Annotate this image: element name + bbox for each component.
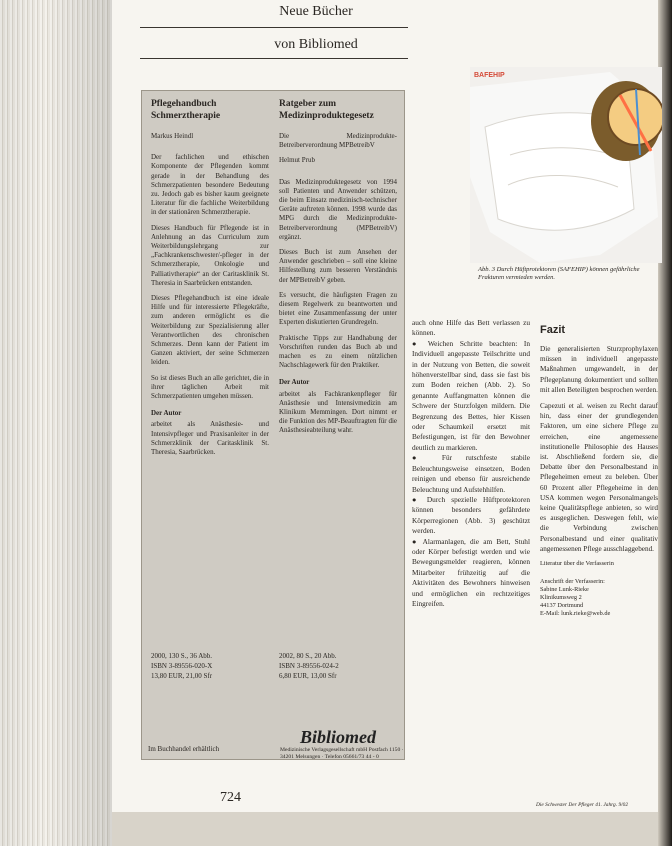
book-isbn: ISBN 3-89556-020-X	[151, 662, 213, 670]
book-subtitle: Die Medizinprodukte-Betreiberverordnung MPBetreibV	[279, 132, 397, 150]
literature-note: Literatur über die Verfasserin	[540, 560, 614, 568]
book-pages: 2002, 80 S., 20 Abb.	[279, 652, 337, 660]
photo-brand-label: BAFEHIP	[474, 72, 505, 79]
author-description: arbeitet als Anästhesie- und Intensivpfleger und Praxisanleiter in der Schmerzklinik der Caritasklinik St. Theresia, Saarbrücken.	[151, 420, 269, 457]
conclusion-title: Fazit	[540, 324, 566, 336]
author-email: E-Mail: lunk.rieke@web.de	[540, 610, 611, 618]
book-paragraph: Dieses Handbuch für Pflegende ist in Anlehnung an das Curriculum zum Weiterbildungslehrgang zur „Fachkrankenschwester/-pfleger in der Schmerztherapie, Onkologie und Palliativtherapie“ an der Caritasklinik St. Theresia in Saarbrücken entstanden.	[151, 223, 269, 287]
bibliographic-info	[151, 651, 269, 681]
book-title: Ratgeber zum Medizinproduktegesetz	[279, 99, 374, 121]
address-label: Anschrift der Verfasserin:	[540, 578, 605, 586]
header-rule-top	[140, 27, 408, 28]
book-pages: 2000, 130 S., 36 Abb.	[151, 652, 213, 660]
hip-protector-photo	[470, 67, 662, 263]
article-bullet: ● Durch spezielle Hüftprotektoren können besonders gefährdete Körperregionen (Abb. 3) geschützt werden.	[412, 494, 530, 536]
hip-protector-illustration	[470, 67, 662, 263]
author-name: Sabine Lunk-Rieke	[540, 586, 589, 594]
book-paragraph: Dieses Buch ist zum Ansehen der Anwender geschrieben – soll eine kleine Hilfestellung zum besseren Verständnis der MPBetreibV geben.	[279, 248, 397, 284]
publisher-logo: Bibliomed	[300, 727, 376, 747]
book-isbn: ISBN 3-89556-024-2	[279, 662, 339, 670]
book-paragraph: Es versucht, die häufigsten Fragen zu diesem Regelwerk zu beantworten und bietet eine Zusammenfassung der unter Experten diskutierten Grundregeln.	[279, 290, 397, 327]
book-price: 13,80 EUR, 21,00 Sfr	[151, 672, 213, 680]
author-city: 44137 Dortmund	[540, 602, 584, 610]
book-review-box	[141, 90, 405, 760]
section-subtitle: von Bibliomed	[274, 37, 358, 52]
publisher-address: Medizinische Verlagsgesellschaft mbH Postfach 1150 · 34201 Melsungen · Telefon 05661/73 44 - 0	[280, 747, 404, 760]
author-street: Klinikumsweg 2	[540, 594, 582, 602]
book-paragraph: Das Medizinproduktegesetz von 1994 soll Patienten und Anwender schützen, die beim Einsatz medizinisch-technischer Geräte auftreten können. 1998 wurde das MPG durch die Medizinprodukte-Betreiberverordnung (MPBetreibV) ergänzt.	[279, 177, 397, 241]
book-title: Pflegehandbuch Schmerztherapie	[151, 99, 221, 121]
journal-footer: Die Schwester Der Pfleger 41. Jahrg. 9/02	[536, 802, 629, 808]
book-paragraph: Dieses Pflegehandbuch ist eine ideale Hilfe und für interessierte Pflegekräfte, zum anderen ermöglicht es die Weiterbildung zur Spezialisierung aller Verantwortlichen des chronischen Schmerzes. Denn kann der Patient im Ganzen aktiviert, der seine Schmerzen leiden.	[151, 294, 269, 367]
conclusion-section	[540, 324, 658, 618]
conclusion-paragraph: Die generalisierten Sturzprophylaxen müssen in individuell angepasste Maßnahmen umgewandelt, in der Pflegeplanung dokumentiert und sollten mit allen Beteiligten besprochen werden.	[540, 345, 658, 394]
article-paragraph: auch ohne Hilfe das Bett verlassen zu können.	[412, 318, 530, 338]
page-edge-shadow	[0, 0, 112, 846]
author-contact	[540, 560, 658, 618]
figure-caption: Abb. 3 Durch Hüftprotektoren (SAFEHIP) können gefährliche Frakturen vermieden werden.	[478, 266, 640, 281]
book-bottom-edge	[112, 812, 672, 846]
article-bullet: ● Weichen Schritte beachten: In Individuell angepasste Teilschritte und in der Nutzung von Betten, die soweit höhenverstellbar sind, dass sie fast bis zum Boden reichen (Abb. 2). So genannte Auffangmatten können die Schwere der Sturzfolgen mildern. Die Begrenzung des Bettes, hier Kissen oder Schaumkeil ersetzt mit Befestigungen, ist für den Bewohner deutlich zu markieren.	[412, 338, 530, 452]
article-bullet: ● Alarmanlagen, die am Bett, Stuhl oder Körper befestigt werden und wie Bewegungsmelder reagieren, können Mitarbeiter frühzeitig auf die Aktivitäten des Bewohners hinweisen und ermöglichen ein rechtzeitiges Eingreifen.	[412, 536, 530, 608]
author-section-title: Der Autor	[279, 378, 310, 387]
book-paragraph: So ist dieses Buch an alle gerichtet, die in ihrer täglichen Arbeit mit Schmerzpatienten umgehen müssen.	[151, 373, 269, 401]
conclusion-paragraph: Capezuti et al. weisen zu Recht darauf hin, dass einer der grundlegenden Faktoren, um eine sichere Pflege zu erreichen, eine angemessene institutionelle Philosophie des Hauses ist. Abschließend fordern sie, die Debatte über den Personalbestand in Pflegeheimen erneut zu beleben. Über 60 Prozent aller Pflegeheime in den USA kommen wegen Personalmangels keine Qualitätspflege anbieten, so wird es ausgeglichen. Deswegen fehlt, wie die Verbindung zwischen Personalbestand und einer qualitativ angemessenen Pflege ausschlaggebend.	[540, 402, 658, 553]
section-title: Neue Bücher	[279, 4, 353, 19]
book-review-right	[279, 99, 397, 680]
page-number: 724	[220, 790, 241, 805]
header-rule-bottom	[140, 58, 408, 59]
availability-note: Im Buchhandel erhältlich	[148, 745, 220, 753]
article-column	[412, 318, 530, 609]
author-section-title: Der Autor	[151, 409, 182, 418]
article-bullet: ● Für rutschfeste stabile Beleuchtungsweise einsetzen, Boden reinigen und ebenso für ausreichende Beleuchtung und Aufstehhilfen.	[412, 453, 530, 494]
book-author: Helmut Prub	[279, 156, 315, 165]
book-paragraph: Der fachlichen und ethischen Komponente der Pflegenden kommt gerade in der Behandlung des Schmerzpatienten besondere Bedeutung zu. Jedoch gab es bisher kaum geeignete Literatur für die fachliche Weiterbildung in der stationären Schmerztherapie.	[151, 153, 269, 217]
book-author: Markus Heindl	[151, 132, 194, 140]
author-description: arbeitet als Fachkrankenpfleger für Anästhesie und Intensivmedizin am Klinikum Memmingen. Dort nimmt er die Funktion des MP-Beauftragten für die Anästhesieabteilung wahr.	[279, 389, 397, 435]
book-review-left	[151, 99, 269, 680]
bibliographic-info	[279, 651, 397, 681]
book-paragraph: Praktische Tipps zur Handhabung der Vorschriften runden das Buch ab und machen es zu einem nützlichen Nachschlagewerk für den Praktiker.	[279, 333, 397, 370]
book-price: 6,80 EUR, 13,00 Sfr	[279, 672, 337, 680]
